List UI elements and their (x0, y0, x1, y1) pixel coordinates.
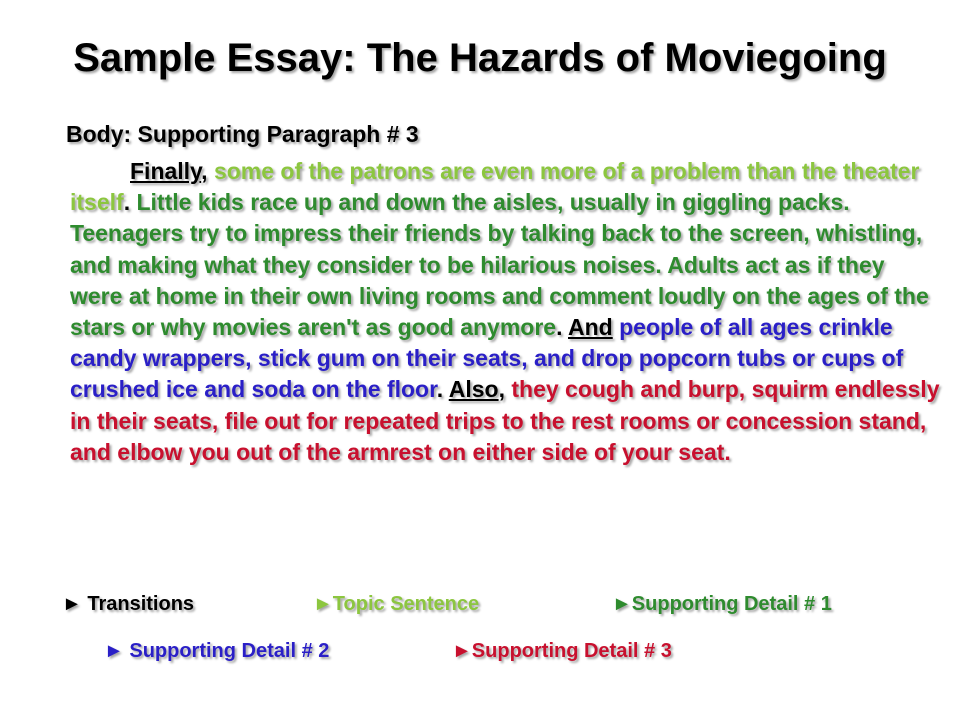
section-subheading: Body: Supporting Paragraph # 3 (66, 121, 419, 147)
punctuation: . (556, 314, 569, 341)
transition-finally: Finally (130, 158, 202, 184)
punctuation: . (123, 189, 137, 216)
supporting-detail-2: people of all ages crinkle candy wrappers, stick gum on their seats, and drop popcorn tubs or cups of crushed ice and soda on the floor (70, 314, 904, 403)
supporting-detail-3: they cough and burp, squirm endlessly in their seats, file out for repeated trips to the rest rooms or concession stand, and elbow you out of the armrest on either side of your seat. (70, 376, 940, 465)
legend-row-2 (0, 640, 960, 666)
transition-also: Also (448, 376, 499, 403)
legend-supporting-detail-1: ►Supporting Detail # 1 (612, 593, 832, 615)
legend-supporting-detail-2: ► Supporting Detail # 2 (104, 640, 330, 662)
punctuation: . (436, 376, 449, 403)
topic-sentence: some of the patrons are even more of a problem than the theater itself (70, 158, 920, 216)
legend-transitions: ► Transitions (62, 593, 195, 615)
legend-topic-sentence: ►Topic Sentence (313, 593, 480, 615)
supporting-detail-1: Little kids race up and down the aisles, usually in giggling packs. Teenagers try to impress their friends by talking back to the screen, whistling, and making what they consider to be hilarious noises. Adults act as if they were at home in their own living rooms and comment loudly on the ages of the stars or why movies aren't as good anymore (70, 189, 929, 341)
legend-row-1 (0, 593, 960, 619)
punctuation: , (201, 158, 214, 184)
punctuation: , (498, 376, 512, 403)
page-title: Sample Essay: The Hazards of Moviegoing (73, 36, 887, 80)
legend-supporting-detail-3: ►Supporting Detail # 3 (452, 640, 672, 662)
transition-and: And (568, 314, 613, 341)
essay-paragraph (70, 156, 940, 468)
